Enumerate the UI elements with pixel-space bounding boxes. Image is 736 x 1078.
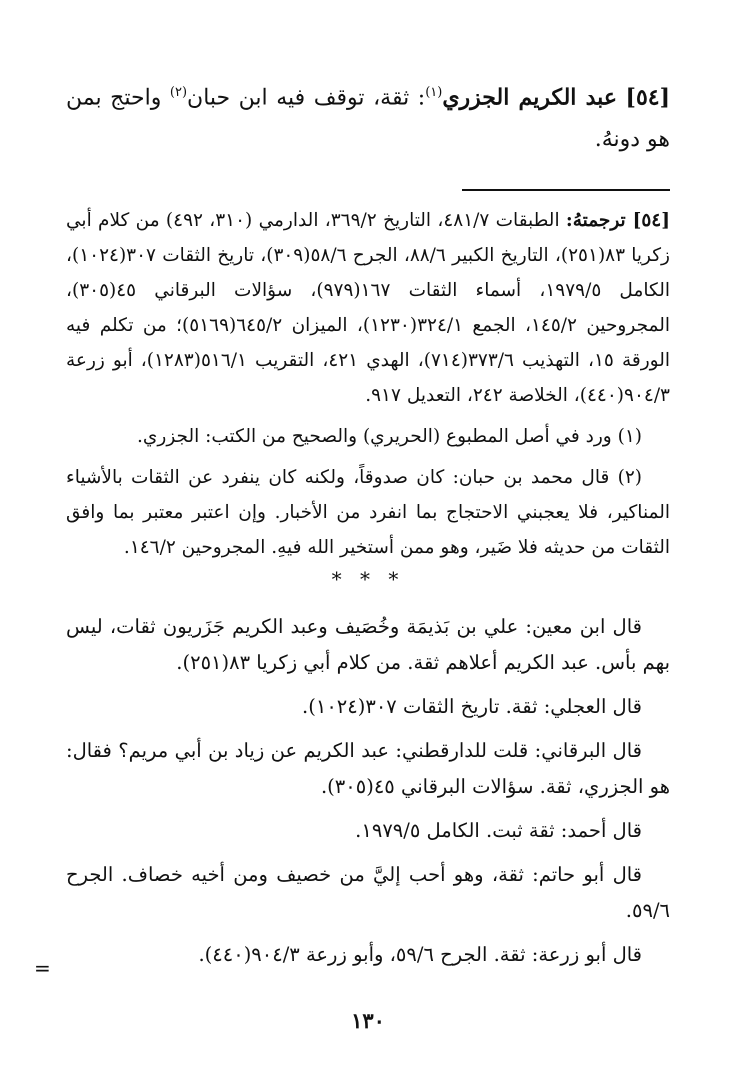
footnote-ref-2[interactable]: (٢): [169, 85, 188, 100]
section-separator: * * *: [331, 567, 405, 592]
footnote-ref-1[interactable]: (١): [425, 85, 443, 100]
quote-ibn-maeen: قال ابن معين: علي بن بَذيمَة وخُصَيف وعبد الكريم جَزَريون ثقات، ليس بهم بأس. عبد الكريم أعلاهم ثقة. من كلام أبي زكريا ٨٣(٢٥١).: [66, 615, 670, 675]
translation-text: الطبقات ٤٨١/٧، التاريخ ٣٦٩/٢، الدارمي (٣١٠، ٤٩٢) من كلام أبي زكريا ٨٣(٢٥١)، التاريخ الكبير ٨٨/٦، الجرح ٥٨/٦(٣٠٩)، تاريخ الثقات ٣٠٧(١٠٢٤)، الكامل ١٩٧٩/٥، أسماء الثقات ١٦٧(٩٧٩)، سؤالات البرقاني ٤٥(٣٠٥)، المجروحين ١٤٥/٢، الجمع ٣٢٤/١(١٢٣٠)، الميزان ٦٤٥/٢(٥١٦٩)؛ من تكلم فيه الورقة ١٥، التهذيب ٣٧٣/٦(٧١٤)، الهدي ٤٢١، التقريب ٥١٦/١(١٢٨٣)، أبو زرعة ٩٠٤/٣(٤٤٠)، الخلاصة ٢٤٢، التعديل ٩١٧.: [66, 210, 670, 407]
footnote-2: (٢) قال محمد بن حبان: كان صدوقاً، ولكنه كان ينفرد عن الثقات بالأشياء المناكير، فلا يعجبني الاحتجاج بما انفرد من الأخبار. وإن اعتبر معتبر بما وافق الثقات من حديثه فلا ضَير، وهو ممن أستخير الله فيهِ. المجروحين ١٤٦/٢.: [66, 467, 670, 559]
footnote-divider: [462, 189, 670, 191]
entry-heading: [66, 72, 670, 161]
translation-label: [٥٤] ترجمتهُ:: [565, 210, 670, 232]
quote-barqani: قال البرقاني: قلت للدارقطني: عبد الكريم عن زياد بن أبي مريم؟ فقال: هو الجزري، ثقة. سؤالات البرقاني ٤٥(٣٠٥).: [66, 739, 670, 799]
page-number: ١٣٠: [351, 1008, 385, 1033]
quote-abu-hatim: قال أبو حاتم: ثقة، وهو أحب إليَّ من خصيف ومن أخيه خصاف. الجرح ٥٩/٦.: [66, 863, 670, 923]
entry-name: عبد الكريم الجزري: [442, 84, 617, 111]
quote-abu-zura: قال أبو زرعة: ثقة. الجرح ٥٩/٦، وأبو زرعة ٩٠٤/٣(٤٤٠).: [198, 943, 642, 967]
quote-ahmad: قال أحمد: ثقة ثبت. الكامل ١٩٧٩/٥.: [355, 819, 642, 843]
quotes-section: [66, 609, 670, 973]
continuation-mark: =: [34, 956, 51, 980]
quote-ijli: قال العجلي: ثقة. تاريخ الثقات ٣٠٧(١٠٢٤).: [302, 695, 642, 719]
entry-number: [٥٤]: [625, 84, 670, 111]
translation-note: [66, 203, 670, 413]
notes-section: [66, 203, 670, 565]
footnote-1: (١) ورد في أصل المطبوع (الحريري) والصحيح من الكتب: الجزري.: [137, 426, 642, 448]
page-body: [66, 72, 670, 981]
entry-text-a: : ثقة، توقف فيه ابن حبان: [187, 85, 426, 111]
entry-text-b: واحتج بمن هو دونهُ.: [66, 85, 670, 153]
